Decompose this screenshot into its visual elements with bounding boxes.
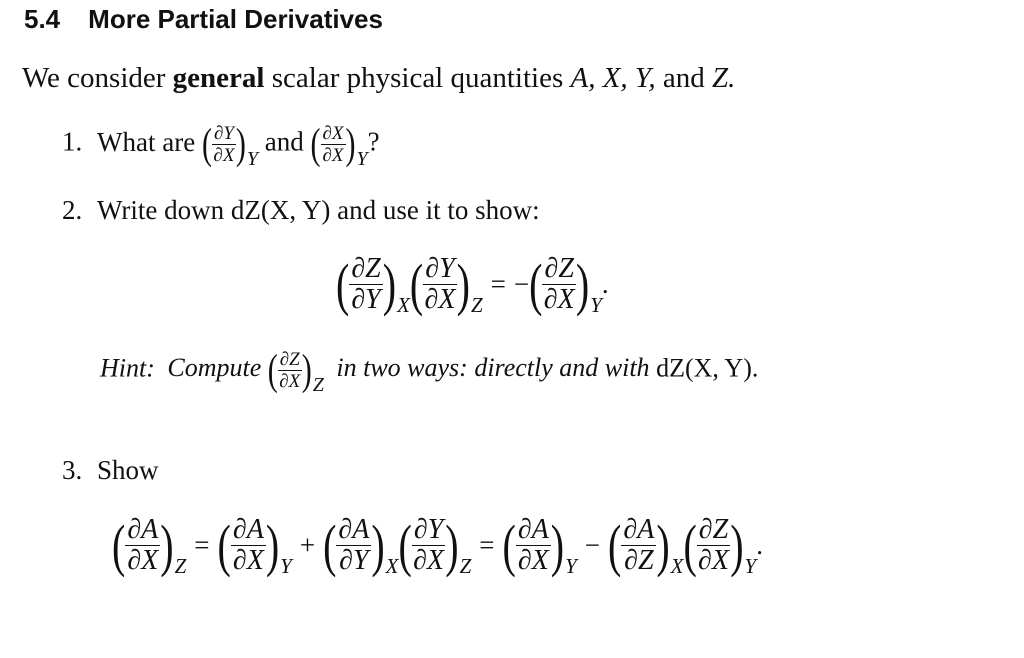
question-1-and: and <box>264 126 304 157</box>
question-2 <box>62 195 540 226</box>
partial-symbol: ∂ <box>413 514 428 545</box>
paren-left: ( <box>336 251 350 317</box>
var-a: A <box>637 514 655 545</box>
partial-symbol: ∂ <box>623 514 638 545</box>
partial-symbol: ∂ <box>698 545 712 576</box>
fraction <box>349 255 382 314</box>
partial-symbol: ∂ <box>213 145 223 166</box>
var-z: Z <box>637 545 654 576</box>
minus-sign: − <box>584 530 601 560</box>
subscript: Z <box>174 554 187 578</box>
fraction <box>278 350 302 391</box>
fraction <box>423 255 456 314</box>
paren-right: ) <box>575 251 590 317</box>
paren-right: ) <box>265 512 280 578</box>
hint-compute: Compute <box>167 353 262 383</box>
question-1-end: ? <box>367 126 380 157</box>
var-z: Z <box>558 253 574 284</box>
chain-rule-equation <box>112 512 763 578</box>
partial-symbol: ∂ <box>338 514 353 545</box>
section-number: 5.4 <box>24 4 61 34</box>
var-z: Z <box>365 253 381 284</box>
var-x: X <box>426 545 445 576</box>
var-x: X <box>331 145 344 166</box>
fraction <box>336 516 371 575</box>
question-2-number: 2. <box>62 195 83 225</box>
term-da-dz-at-x <box>608 512 684 578</box>
paren-right: ) <box>445 512 459 578</box>
term-da-dx-at-y <box>217 512 292 578</box>
partial-symbol: ∂ <box>127 514 142 545</box>
fraction <box>212 124 236 165</box>
paren-right: ) <box>382 251 397 317</box>
subscript: Y <box>280 554 292 578</box>
partial-symbol: ∂ <box>232 545 247 576</box>
hint-tail: dZ(X, Y). <box>656 353 759 383</box>
paren-left: ( <box>267 345 278 394</box>
var-a: A <box>246 514 264 545</box>
paren-right: ) <box>730 512 744 578</box>
fraction <box>412 516 445 575</box>
subscript: X <box>670 554 684 578</box>
intro-middle: scalar physical quantities <box>271 62 564 94</box>
equals-sign: = <box>490 269 506 299</box>
paren-left: ( <box>398 512 412 578</box>
var-a: A <box>352 514 370 545</box>
subscript: X <box>385 554 399 578</box>
subscript: Y <box>356 148 368 170</box>
partial-symbol: ∂ <box>127 545 142 576</box>
partial-symbol: ∂ <box>624 545 638 576</box>
subscript: Y <box>744 554 757 578</box>
subscript: Y <box>565 554 577 578</box>
partial-z-x-at-z <box>267 345 324 396</box>
partial-symbol: ∂ <box>232 514 247 545</box>
partial-symbol: ∂ <box>339 545 353 576</box>
partial-symbol: ∂ <box>322 123 332 144</box>
fraction <box>231 516 266 575</box>
paren-right: ) <box>301 345 312 394</box>
intro-vars: A, X, Y, <box>570 62 656 94</box>
var-x: X <box>141 545 159 576</box>
partial-symbol: ∂ <box>425 253 440 284</box>
partial-symbol: ∂ <box>424 284 439 315</box>
term-da-dy-at-x <box>323 512 399 578</box>
partial-symbol: ∂ <box>279 371 289 392</box>
term-dz-dx-at-y <box>683 512 757 578</box>
question-3-number: 3. <box>62 455 83 485</box>
period: . <box>601 269 609 299</box>
period: . <box>756 530 763 560</box>
intro-prefix: We consider <box>22 62 166 94</box>
term-da-dx-at-y <box>502 512 577 578</box>
paren-right: ) <box>656 512 670 578</box>
partial-symbol: ∂ <box>517 545 532 576</box>
intro-and: and <box>662 62 705 94</box>
intro-sentence <box>22 62 735 95</box>
section-title: More Partial Derivatives <box>88 4 383 34</box>
term-da-dx-at-z <box>112 512 187 578</box>
term-dz-dy-at-x <box>336 251 410 317</box>
question-2-text: Write down dZ(X, Y) and use it to show: <box>97 195 540 225</box>
partial-symbol: ∂ <box>213 123 224 144</box>
section-heading <box>24 4 383 35</box>
partial-symbol: ∂ <box>413 545 427 576</box>
hint-label: Hint: <box>100 353 155 383</box>
var-x: X <box>438 284 456 315</box>
partial-symbol: ∂ <box>698 514 713 545</box>
paren-left: ( <box>310 119 321 168</box>
partial-symbol: ∂ <box>351 253 366 284</box>
subscript: Z <box>470 293 483 317</box>
term-dy-dx-at-z <box>398 512 472 578</box>
partial-symbol: ∂ <box>517 514 532 545</box>
question-3-text: Show <box>97 455 159 485</box>
question-1 <box>62 119 380 170</box>
paren-left: ( <box>217 512 231 578</box>
fraction <box>542 255 575 314</box>
paren-right: ) <box>345 119 356 168</box>
var-a: A <box>531 514 549 545</box>
paren-left: ( <box>683 512 697 578</box>
partial-symbol: ∂ <box>322 145 332 166</box>
term-dy-dx-at-z <box>409 251 483 317</box>
question-1-number: 1. <box>62 126 83 157</box>
equals-sign: = <box>194 530 210 560</box>
hint-line <box>100 345 759 396</box>
fraction <box>516 516 551 575</box>
subscript: Y <box>246 148 259 170</box>
var-y: Y <box>365 284 381 315</box>
subscript: Z <box>459 554 472 578</box>
fraction <box>125 516 160 575</box>
var-x: X <box>711 545 729 576</box>
paren-left: ( <box>529 251 543 317</box>
var-z: Z <box>712 514 729 545</box>
paren-right: ) <box>235 119 246 168</box>
paren-right: ) <box>456 251 470 317</box>
paren-right: ) <box>160 512 174 578</box>
var-z: Z <box>289 349 300 370</box>
paren-right: ) <box>550 512 565 578</box>
paren-left: ( <box>502 512 516 578</box>
partial-symbol: ∂ <box>543 284 558 315</box>
question-3 <box>62 455 159 486</box>
minus-sign: − <box>513 269 530 299</box>
fraction <box>697 516 730 575</box>
plus-sign: + <box>299 530 316 560</box>
partial-y-x-at-y <box>201 119 259 170</box>
question-1-text: What are <box>97 126 196 157</box>
paren-left: ( <box>409 251 424 317</box>
fraction <box>621 516 656 575</box>
intro-last: Z. <box>712 62 736 94</box>
partial-symbol: ∂ <box>351 284 366 315</box>
intro-emphasis: general <box>172 62 265 94</box>
paren-left: ( <box>201 119 212 168</box>
paren-right: ) <box>371 512 385 578</box>
paren-left: ( <box>323 512 337 578</box>
var-x: X <box>222 145 235 166</box>
triple-product-equation <box>336 251 609 317</box>
var-y: Y <box>353 545 369 576</box>
paren-left: ( <box>608 512 622 578</box>
subscript: X <box>397 293 410 317</box>
var-x: X <box>531 545 549 576</box>
equals-sign: = <box>479 530 495 560</box>
var-y: Y <box>439 253 455 284</box>
var-x: X <box>246 545 264 576</box>
partial-symbol: ∂ <box>279 349 290 370</box>
var-y: Y <box>427 514 444 545</box>
paren-left: ( <box>112 512 126 578</box>
term-dz-dx-at-y <box>529 251 602 317</box>
var-y: Y <box>223 123 234 144</box>
var-x: X <box>288 371 301 392</box>
fraction <box>321 124 346 165</box>
partial-x-x-at-y <box>310 119 368 170</box>
partial-symbol: ∂ <box>544 253 559 284</box>
subscript: Z <box>312 374 324 396</box>
var-a: A <box>141 514 159 545</box>
hint-rest: in two ways: directly and with <box>336 353 650 383</box>
subscript: Y <box>590 293 602 317</box>
var-x: X <box>331 123 344 144</box>
var-x: X <box>557 284 575 315</box>
